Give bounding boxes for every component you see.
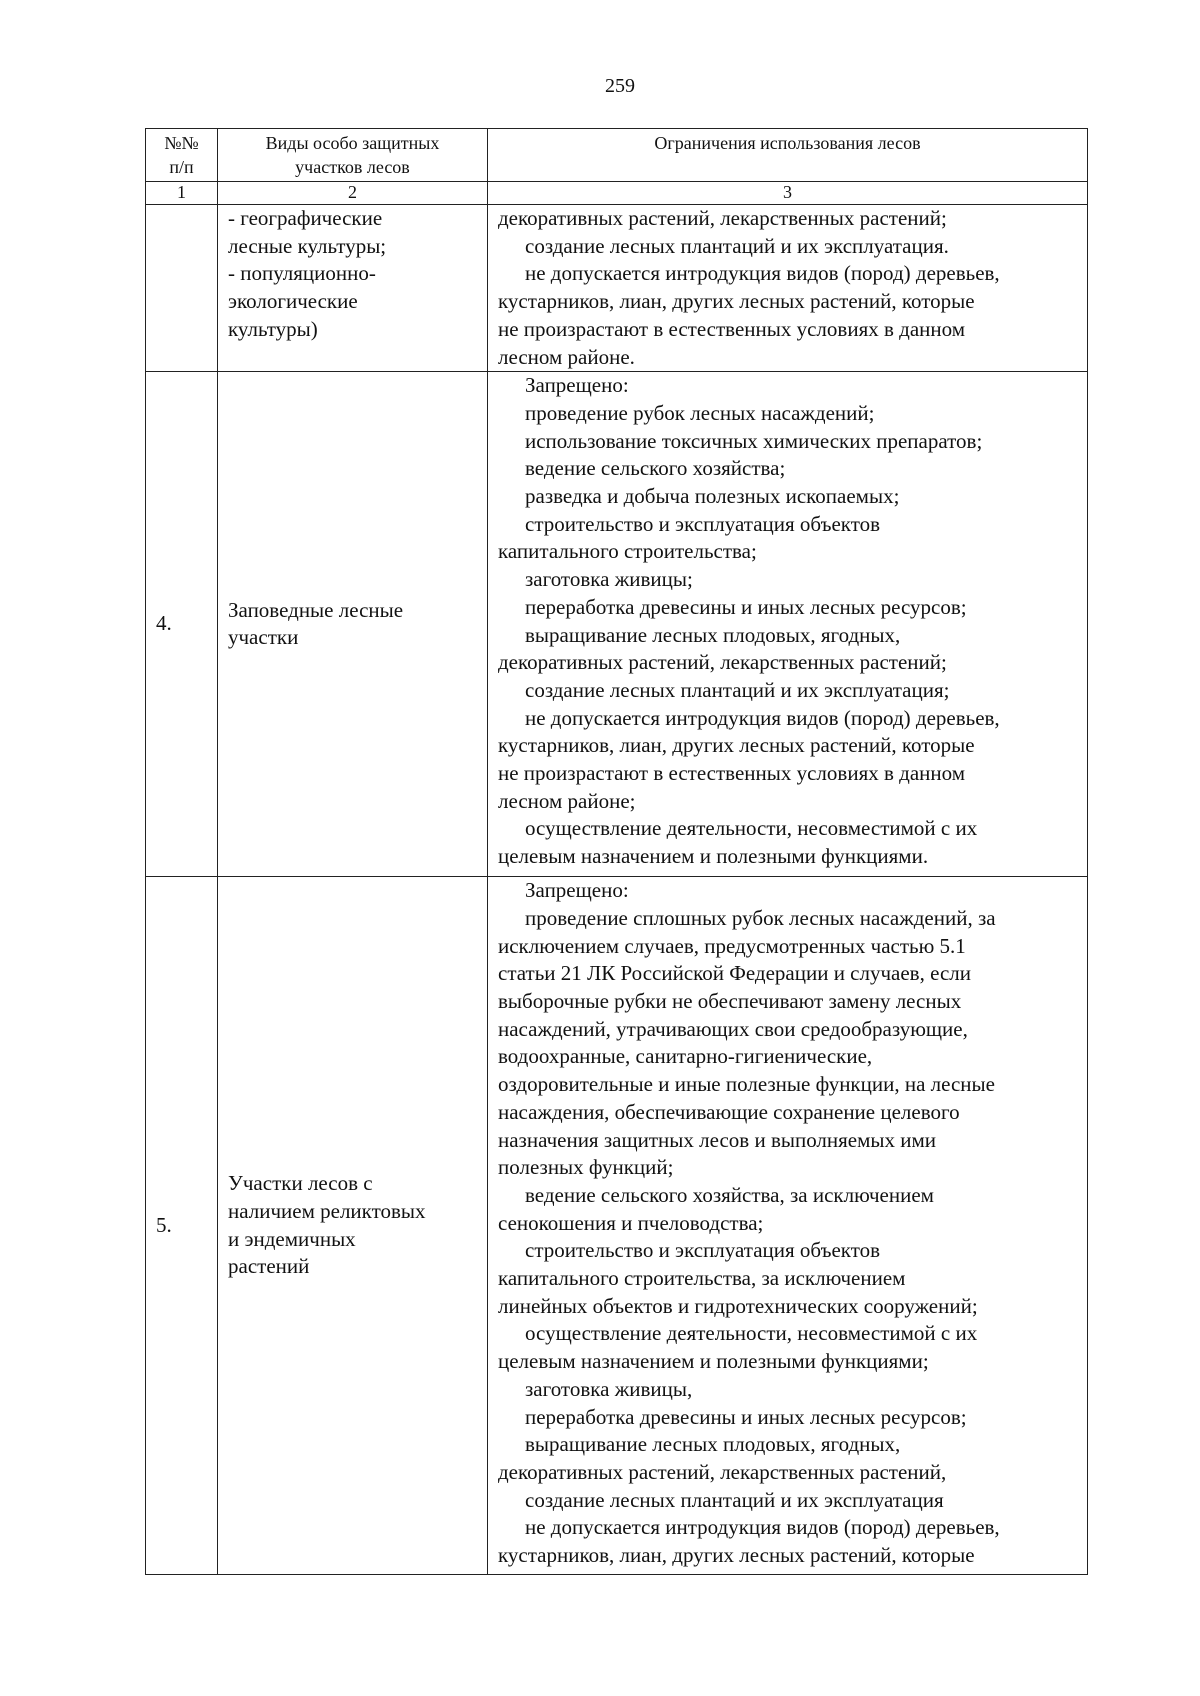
restriction-line: заготовка живицы;: [525, 567, 693, 592]
row-type-line: Заповедные лесные: [228, 597, 404, 622]
header-number-line: п/п: [169, 157, 194, 177]
row-number: 5.: [146, 877, 218, 1575]
row-type-cell: [218, 877, 488, 1575]
header-restrictions: [488, 129, 1088, 182]
restriction-line: не произрастают в естественных условиях в данном: [498, 761, 966, 786]
restriction-line: Запрещено:: [525, 878, 629, 903]
row-type-text: [218, 597, 487, 652]
table-row: [146, 205, 1088, 372]
column-number: 2: [218, 182, 488, 205]
column-numbers-row: [146, 182, 1088, 205]
restriction-line: сенокошения и пчеловодства;: [498, 1210, 764, 1235]
restriction-line: полезных функций;: [498, 1155, 674, 1180]
restriction-line: кустарников, лиан, других лесных растений, которые: [498, 1543, 975, 1568]
restriction-line: кустарников, лиан, других лесных растений, которые: [498, 289, 975, 314]
restriction-line: лесном районе;: [498, 788, 636, 813]
row-number: 4.: [146, 372, 218, 877]
row-number: [146, 205, 218, 372]
restriction-line: насаждений, утрачивающих свои средообразующие,: [498, 1016, 968, 1041]
restriction-line: проведение сплошных рубок лесных насаждений, за: [525, 905, 996, 930]
restriction-line: капитального строительства, за исключением: [498, 1266, 906, 1291]
restriction-line: декоративных растений, лекарственных растений,: [498, 1459, 947, 1484]
restriction-line: использование токсичных химических препаратов;: [525, 428, 983, 453]
row-restrictions-cell: [488, 877, 1088, 1575]
header-type: [218, 129, 488, 182]
restriction-line: ведение сельского хозяйства;: [525, 456, 786, 481]
restriction-line: насаждения, обеспечивающие сохранение целевого: [498, 1099, 960, 1124]
table-header-row: [146, 129, 1088, 182]
header-number: [146, 129, 218, 182]
row-restrictions-text: [488, 877, 1087, 1570]
restriction-line: заготовка живицы,: [525, 1376, 693, 1401]
restriction-line: статьи 21 ЛК Российской Федерации и случаев, если: [498, 961, 971, 986]
restriction-line: кустарников, лиан, других лесных растений, которые: [498, 733, 975, 758]
header-type-line: участков лесов: [295, 157, 410, 177]
row-type-cell: [218, 205, 488, 372]
restriction-line: выращивание лесных плодовых, ягодных,: [525, 1432, 901, 1457]
row-type-line: - географические: [228, 206, 383, 230]
column-number: 3: [488, 182, 1088, 205]
table-row: [146, 372, 1088, 877]
row-type-line: экологические: [228, 289, 358, 314]
restriction-line: переработка древесины и иных лесных ресурсов;: [525, 1404, 967, 1429]
restriction-line: осуществление деятельности, несовместимой с их: [525, 1321, 978, 1346]
restriction-line: декоративных растений, лекарственных растений;: [498, 650, 947, 675]
restriction-line: назначения защитных лесов и выполняемых ими: [498, 1127, 937, 1152]
restriction-line: выборочные рубки не обеспечивают замену лесных: [498, 989, 962, 1014]
header-type-line: Виды особо защитных: [265, 133, 440, 153]
restriction-line: проведение рубок лесных насаждений;: [525, 400, 875, 425]
row-restrictions-text: [488, 372, 1087, 871]
restriction-line: строительство и эксплуатация объектов: [525, 1238, 881, 1263]
restriction-line: исключением случаев, предусмотренных частью 5.1: [498, 933, 966, 958]
row-type-line: Участки лесов с: [228, 1171, 373, 1196]
restriction-line: разведка и добыча полезных ископаемых;: [525, 484, 900, 509]
restriction-line: не произрастают в естественных условиях в данном: [498, 316, 966, 341]
restriction-line: целевым назначением и полезными функциями.: [498, 844, 929, 869]
restriction-line: декоративных растений, лекарственных растений;: [498, 206, 947, 230]
row-restrictions-cell: [488, 372, 1088, 877]
row-type-cell: [218, 372, 488, 877]
header-number-line: №№: [164, 133, 199, 153]
row-type-line: лесные культуры;: [228, 233, 387, 258]
restriction-line: капитального строительства;: [498, 539, 757, 564]
header-restrictions-label: Ограничения использования лесов: [654, 133, 921, 153]
row-type-text: [218, 1170, 487, 1281]
row-type-line: участки: [228, 625, 299, 650]
row-type-text: [218, 205, 487, 344]
row-type-line: культуры): [228, 316, 318, 341]
restriction-line: не допускается интродукция видов (пород) деревьев,: [525, 1515, 1000, 1540]
restriction-line: линейных объектов и гидротехнических сооружений;: [498, 1293, 978, 1318]
restriction-line: осуществление деятельности, несовместимой с их: [525, 816, 978, 841]
restriction-line: создание лесных плантаций и их эксплуатация.: [525, 233, 949, 258]
row-type-line: и эндемичных: [228, 1226, 356, 1251]
restriction-line: создание лесных плантаций и их эксплуатация;: [525, 677, 950, 702]
forest-restrictions-table: [145, 128, 1088, 1575]
row-type-line: растений: [228, 1254, 310, 1279]
row-restrictions-text: [488, 205, 1087, 371]
row-restrictions-cell: [488, 205, 1088, 372]
table-row: [146, 877, 1088, 1575]
page-number: 259: [605, 75, 635, 97]
restriction-line: не допускается интродукция видов (пород) деревьев,: [525, 705, 1000, 730]
restriction-line: лесном районе.: [498, 344, 635, 369]
restriction-line: Запрещено:: [525, 373, 629, 398]
row-type-line: - популяционно-: [228, 261, 376, 286]
restriction-line: выращивание лесных плодовых, ягодных,: [525, 622, 901, 647]
restriction-line: строительство и эксплуатация объектов: [525, 511, 881, 536]
restriction-line: переработка древесины и иных лесных ресурсов;: [525, 594, 967, 619]
restriction-line: не допускается интродукция видов (пород) деревьев,: [525, 261, 1000, 286]
restriction-line: целевым назначением и полезными функциями;: [498, 1349, 929, 1374]
row-type-line: наличием реликтовых: [228, 1199, 426, 1224]
column-number: 1: [146, 182, 218, 205]
restriction-line: оздоровительные и иные полезные функции, на лесные: [498, 1072, 995, 1097]
restriction-line: водоохранные, санитарно-гигиенические,: [498, 1044, 873, 1069]
restriction-line: создание лесных плантаций и их эксплуатация: [525, 1487, 944, 1512]
restriction-line: ведение сельского хозяйства, за исключением: [525, 1182, 934, 1207]
